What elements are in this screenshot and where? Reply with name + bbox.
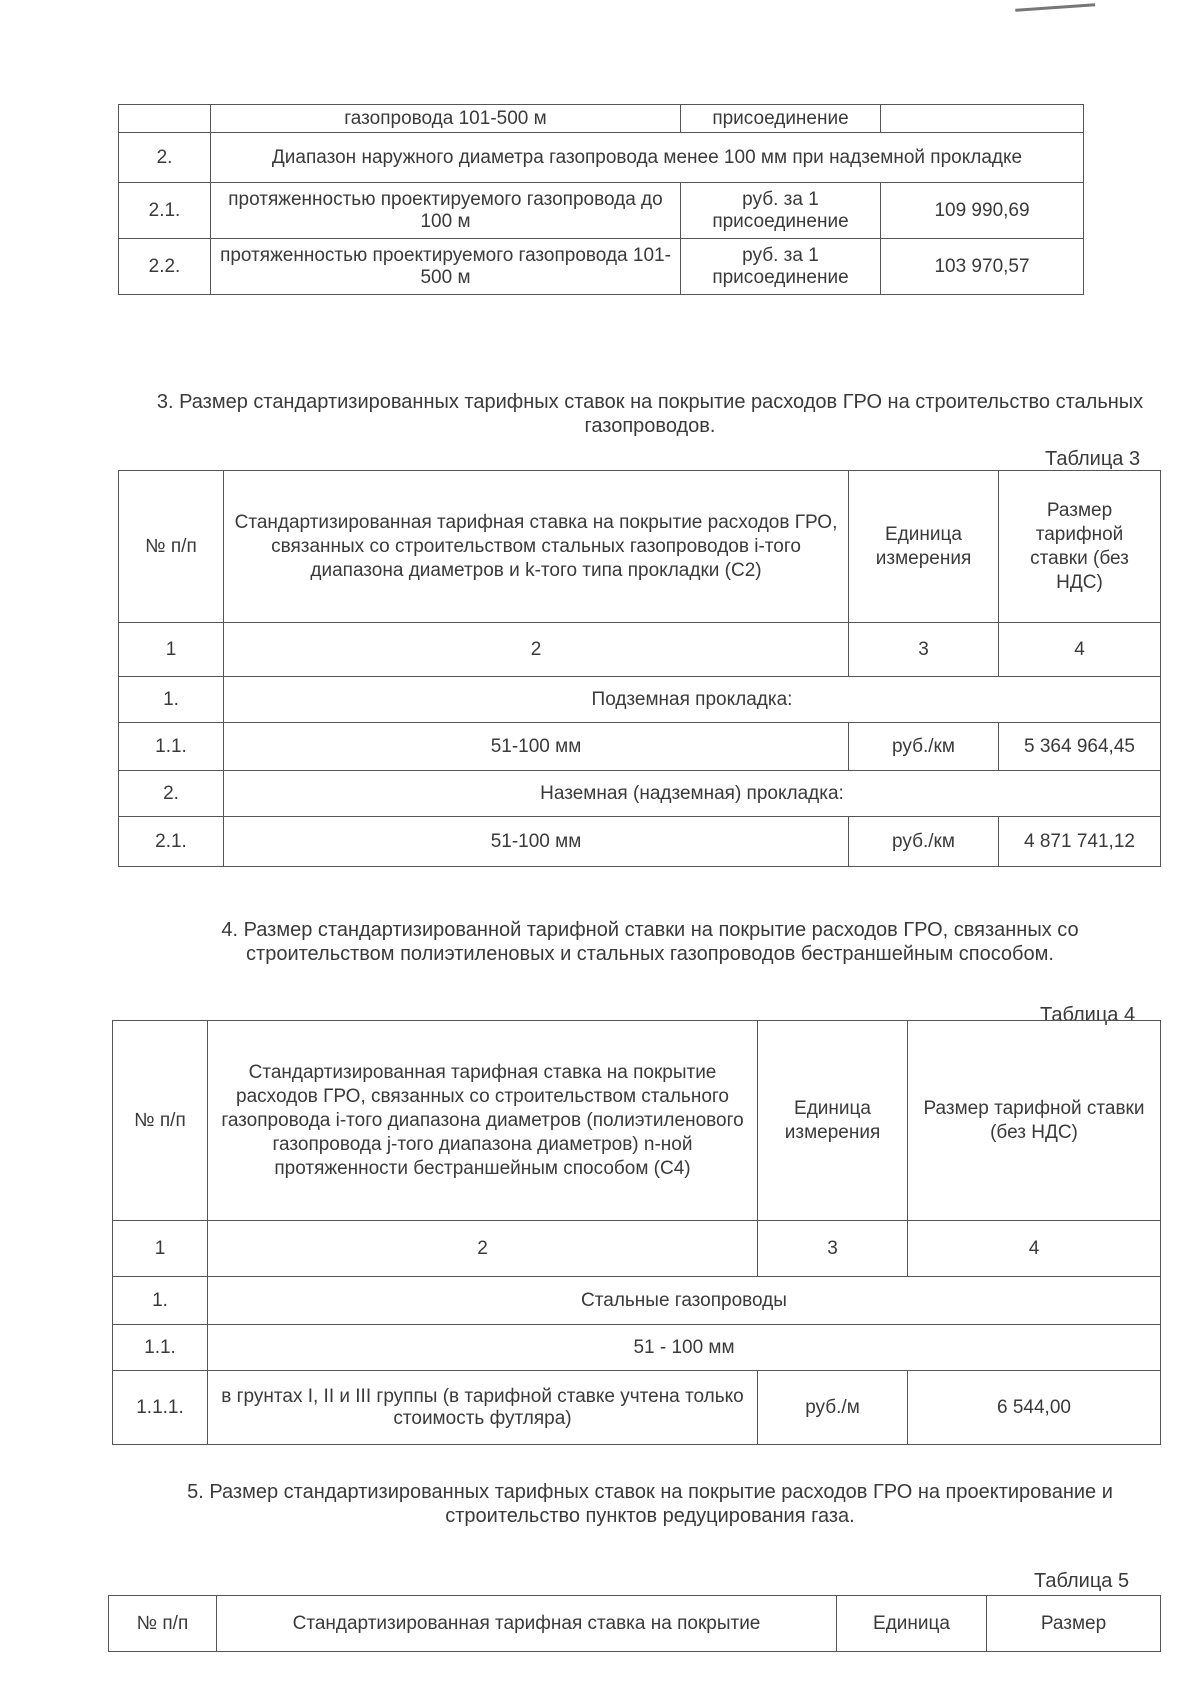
cell-unit: руб. за 1 присоединение [681, 183, 881, 239]
cell-num: 2.1. [119, 183, 211, 239]
table-row [119, 817, 1161, 867]
cell-unit: руб./м [758, 1371, 908, 1445]
header-unit: Единица измерения [758, 1021, 908, 1221]
header-num: № п/п [119, 471, 224, 623]
section4-heading: 4. Размер стандартизированной тарифной ставки на покрытие расходов ГРО, связанных со строительством полиэтиленовых и стальных газопроводов бестраншейным способом. [221, 919, 1079, 965]
cell-num: 1. [119, 677, 224, 723]
cell-num [119, 105, 211, 133]
section3-heading: 3. Размер стандартизированных тарифных ставок на покрытие расходов ГРО на строительство стальных газопроводов. [156, 391, 1144, 437]
header-name: Стандартизированная тарифная ставка на покрытие [217, 1596, 837, 1652]
cell-name: 51-100 мм [224, 723, 849, 771]
cell-num: 2. [119, 771, 224, 817]
cell-num: 2.1. [119, 817, 224, 867]
header-value: Размер [987, 1596, 1161, 1652]
table-row [119, 239, 1084, 295]
table-header-row [113, 1021, 1161, 1221]
cell-unit: руб. за 1 присоединение [681, 239, 881, 295]
cell-name: протяженностью проектируемого газопровода 101-500 м [211, 239, 681, 295]
section5-heading: 5. Размер стандартизированных тарифных ставок на покрытие расходов ГРО на проектирование и строительство пунктов редуцирования газа. [187, 1481, 1113, 1527]
table-row [119, 133, 1084, 183]
colnum: 2 [224, 623, 849, 677]
cell-value: 109 990,69 [881, 183, 1084, 239]
table-row [119, 183, 1084, 239]
cell-value [881, 105, 1084, 133]
table-row [119, 723, 1161, 771]
section-heading: 51 - 100 мм [208, 1325, 1161, 1371]
colnum: 1 [119, 623, 224, 677]
cell-num: 1. [113, 1277, 208, 1325]
table4-label: Таблица 4 [1040, 1004, 1136, 1026]
header-unit: Единица измерения [849, 471, 999, 623]
cell-name: в грунтах I, II и III группы (в тарифной ставке учтена только стоимость футляра) [208, 1371, 758, 1445]
cell-num: 1.1. [113, 1325, 208, 1371]
table-continuation [118, 104, 1084, 295]
section-heading: Диапазон наружного диаметра газопровода менее 100 мм при надземной прокладке [211, 133, 1084, 183]
cell-unit: присоединение [681, 105, 881, 133]
colnum: 2 [208, 1221, 758, 1277]
table-row [119, 677, 1161, 723]
table-row [113, 1325, 1161, 1371]
table-row [113, 1277, 1161, 1325]
table-5 [108, 1595, 1161, 1652]
cell-value: 4 871 741,12 [999, 817, 1161, 867]
section-heading: Стальные газопроводы [208, 1277, 1161, 1325]
cell-num: 2.2. [119, 239, 211, 295]
column-number-row [119, 623, 1161, 677]
cell-name: 51-100 мм [224, 817, 849, 867]
colnum: 4 [908, 1221, 1161, 1277]
section-heading: Наземная (надземная) прокладка: [224, 771, 1161, 817]
table-3 [118, 470, 1161, 867]
cell-num: 1.1. [119, 723, 224, 771]
cell-num: 2. [119, 133, 211, 183]
cell-unit: руб./км [849, 723, 999, 771]
header-name: Стандартизированная тарифная ставка на покрытие расходов ГРО, связанных со строительством стальных газопроводов i-того диапазона диаметров и k-того типа прокладки (С2) [224, 471, 849, 623]
section-heading: Подземная прокладка: [224, 677, 1161, 723]
header-num: № п/п [109, 1596, 217, 1652]
cell-value: 6 544,00 [908, 1371, 1161, 1445]
header-value: Размер тарифной ставки (без НДС) [999, 471, 1161, 623]
colnum: 1 [113, 1221, 208, 1277]
table-row [119, 771, 1161, 817]
scan-mark [1015, 0, 1095, 12]
table-row [113, 1371, 1161, 1445]
cell-value: 103 970,57 [881, 239, 1084, 295]
colnum: 3 [758, 1221, 908, 1277]
header-name: Стандартизированная тарифная ставка на покрытие расходов ГРО, связанных со строительством стального газопровода i-того диапазона диаметров (полиэтиленового газопровода j-того диапазона диаметров) n-ной протяженности бестраншейным способом (С4) [208, 1021, 758, 1221]
header-unit: Единица [837, 1596, 987, 1652]
cell-value: 5 364 964,45 [999, 723, 1161, 771]
cell-num: 1.1.1. [113, 1371, 208, 1445]
table5-label: Таблица 5 [1034, 1570, 1130, 1592]
colnum: 4 [999, 623, 1161, 677]
colnum: 3 [849, 623, 999, 677]
table3-label: Таблица 3 [1045, 448, 1141, 470]
header-value: Размер тарифной ставки (без НДС) [908, 1021, 1161, 1221]
cell-unit: руб./км [849, 817, 999, 867]
cell-name: протяженностью проектируемого газопровода до 100 м [211, 183, 681, 239]
table-4 [112, 1020, 1161, 1445]
header-num: № п/п [113, 1021, 208, 1221]
table-header-row [119, 471, 1161, 623]
table-header-row [109, 1596, 1161, 1652]
cell-name: газопровода 101-500 м [211, 105, 681, 133]
table-row [119, 105, 1084, 133]
column-number-row [113, 1221, 1161, 1277]
